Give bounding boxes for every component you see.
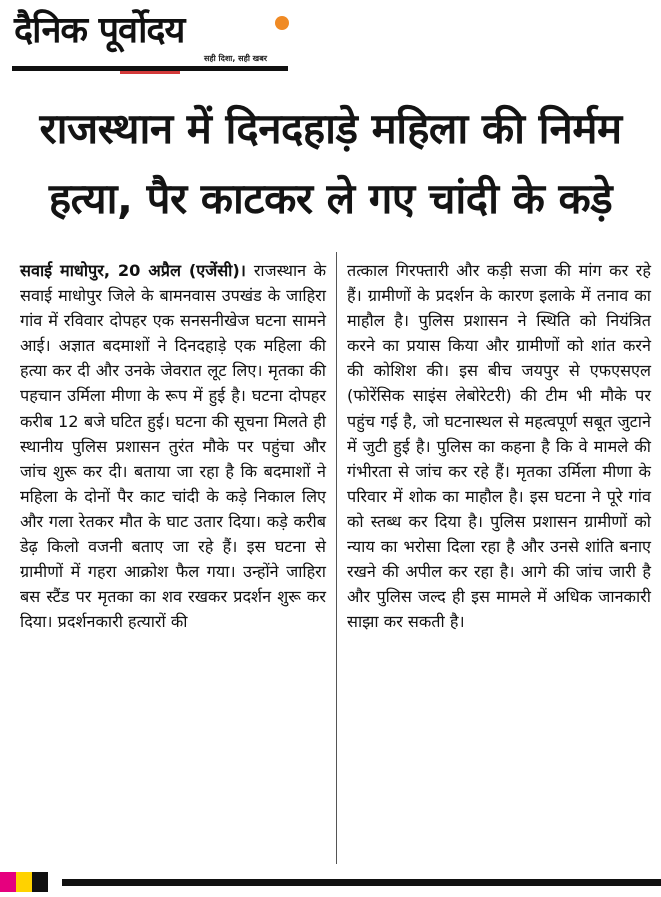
headline	[0, 94, 661, 234]
footer-rule	[62, 879, 661, 886]
newspaper-logo: दैनिक पूर्वोदय	[14, 10, 185, 51]
article-text-left: राजस्थान के सवाई माधोपुर जिले के बामनवास उपखंड के जाहिरा गांव में रविवार दोपहर एक सनसनीखेज घटना सामने आई। अज्ञात बदमाशों ने दिनदहाड़े एक महिला की हत्या कर दी और उनके जेवरात लूट लिए। मृतका की पहचान उर्मिला मीणा के रूप में हुई है। घटना दोपहर करीब 12 बजे घटित हुई। घटना की सूचना मिलते ही स्थानीय पुलिस प्रशासन तुरंत मौके पर पहुंचा और जांच शुरू कर दी। बताया जा रहा है कि बदमाशों ने महिला के दोनों पैर काट चांदी के कड़े निकाल लिए और गला रेतकर मौत के घाट उतार दिया। कड़े करीब डेढ़ किलो वजनी बताए जा रहे हैं। इस घटना से ग्रामीणों में गहरा आक्रोश फैल गया। उन्होंने जाहिरा बस स्टैंड पर मृतका का शव रखकर प्रदर्शन शुरू कर दिया। प्रदर्शनकारी हत्यारों की	[20, 261, 326, 632]
masthead	[12, 4, 302, 72]
color-swatch-black	[32, 872, 48, 892]
tagline: सही दिशा, सही खबर	[204, 54, 268, 63]
dateline: सवाई माधोपुर, 20 अप्रैल (एजेंसी)।	[20, 261, 254, 280]
article-column-right	[347, 258, 651, 634]
headline-line-1: राजस्थान में दिनदहाड़े महिला की निर्मम	[39, 104, 622, 153]
column-divider	[336, 252, 337, 864]
color-swatch-magenta	[0, 872, 16, 892]
logo-dot-icon	[275, 16, 289, 30]
masthead-accent-mark	[120, 71, 180, 74]
article-column-left	[20, 258, 326, 634]
headline-line-2: हत्या, पैर काटकर ले गए चांदी के कड़े	[48, 174, 613, 223]
article-text-right: तत्काल गिरफ्तारी और कड़ी सजा की मांग कर रहे हैं। ग्रामीणों के प्रदर्शन के कारण इलाके में तनाव का माहौल है। पुलिस प्रशासन ने स्थिति को नियंत्रित करने का प्रयास किया और ग्रामीणों को शांत करने की कोशिश की। इस बीच जयपुर से एफएसएल (फोरेंसिक साइंस लेबोरेटरी) की टीम भी मौके पर पहुंच गई है, जो घटनास्थल से महत्वपूर्ण सबूत जुटाने में जुटी हुई है। पुलिस का कहना है कि वे मामले की गंभीरता से जांच कर रहे हैं। मृतका उर्मिला मीणा के परिवार में शोक का माहौल है। इस घटना ने पूरे गांव को स्तब्ध कर दिया है। पुलिस प्रशासन ग्रामीणों को न्याय का भरोसा दिला रहा है और उनसे शांति बनाए रखने की अपील कर रहा है। आगे की जांच जारी है और पुलिस जल्द ही इस मामले में अधिक जानकारी साझा कर सकती है।	[347, 261, 651, 632]
color-swatch-yellow	[16, 872, 32, 892]
